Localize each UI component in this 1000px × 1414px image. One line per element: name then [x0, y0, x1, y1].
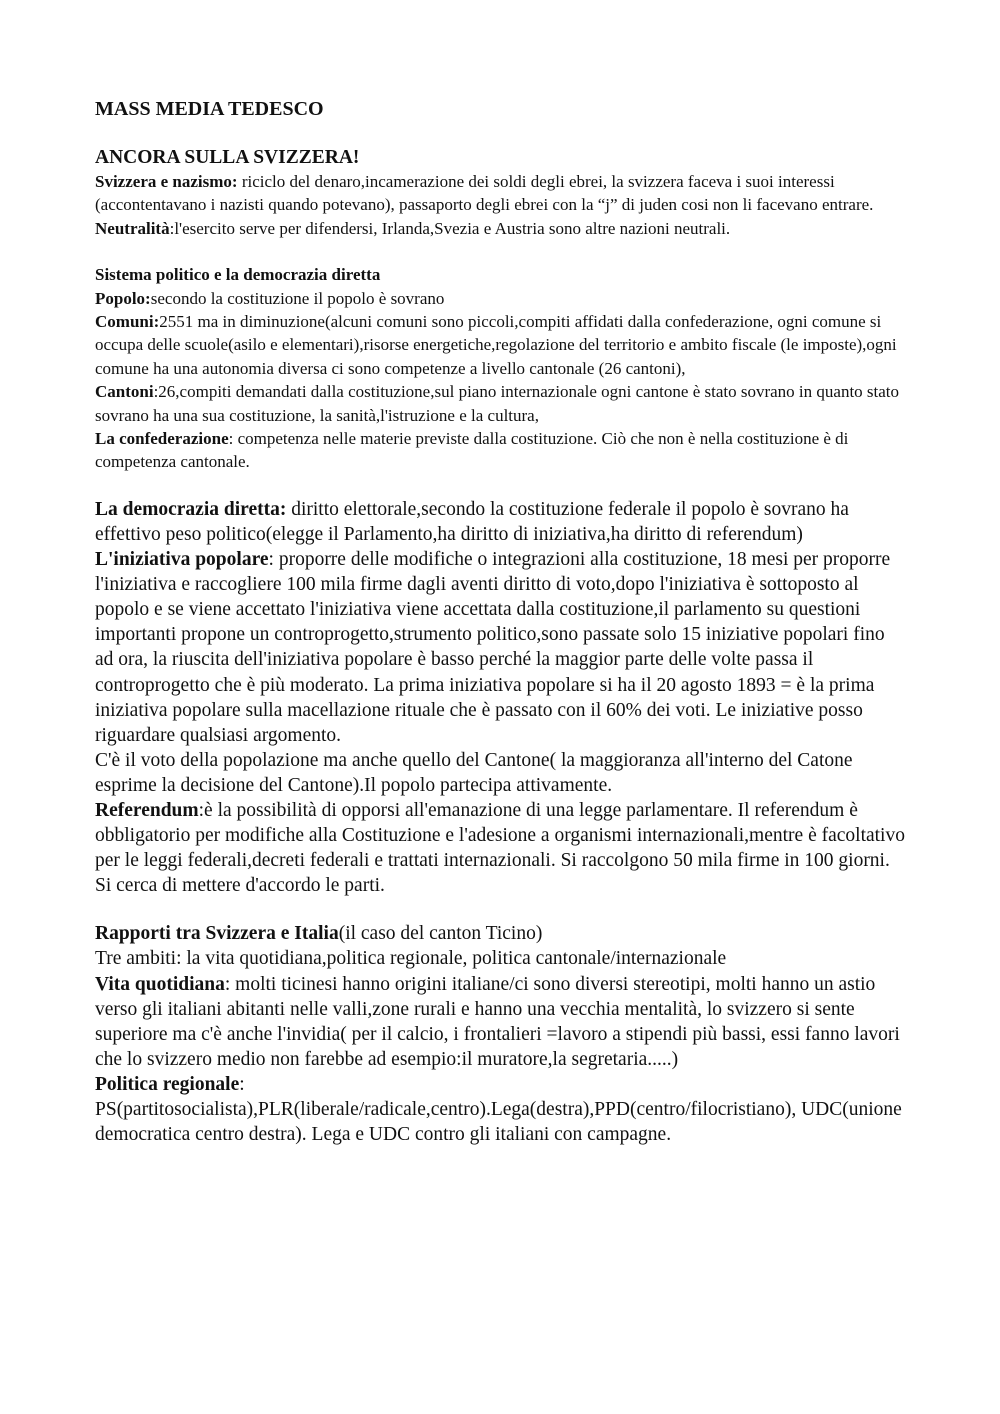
term-text: : competenza nelle materie previste dalla costituzione. Ciò che non è nella costituzione è di competenza cantonale. — [95, 429, 849, 472]
paragraph-cantoni — [95, 380, 905, 427]
paragraph-democrazia — [95, 497, 905, 547]
section-heading-sistema: Sistema politico e la democrazia diretta — [95, 265, 381, 285]
paragraph-iniziativa — [95, 547, 905, 748]
paragraph-neutralita — [95, 217, 905, 240]
paragraph-vita — [95, 972, 905, 1072]
term-label: Cantoni — [95, 382, 154, 402]
term-label: Politica regionale — [95, 1073, 240, 1095]
spacer — [95, 240, 905, 263]
paragraph-ambiti: Tre ambiti: la vita quotidiana,politica regionale, politica cantonale/internazionale — [95, 948, 727, 970]
term-text: diritto elettorale,secondo la costituzione federale il popolo è sovrano ha effettivo peso politico(elegge il Parlamento,ha diritto di iniziativa,ha diritto di referendum) — [95, 498, 849, 545]
term-text: riciclo del denaro,incamerazione dei soldi degli ebrei, la svizzera faceva i suoi interessi (accontentavano i nazisti quando potevano), passaporto degli ebrei con la “j” di juden cosi non li facevano entrare. — [95, 172, 874, 215]
paragraph-voto: C'è il voto della popolazione ma anche quello del Cantone( la maggioranza all'interno del Catone esprime la decisione del Cantone).Il popolo partecipa attivamente. — [95, 749, 853, 796]
term-text: (il caso del canton Ticino) — [338, 923, 543, 945]
term-text: 2551 ma in diminuzione(alcuni comuni sono piccoli,compiti affidati dalla confederazione, ogni comune si occupa delle scuole(asilo e elementari),risorse energetiche,regolazione del territorio e ambito fiscale (le imposte),ogni comune ha una autonomia diversa ci sono competenze a livello cantonale (26 cantoni), — [95, 312, 897, 378]
paragraph-partiti: PS(partitosocialista),PLR(liberale/radicale,centro).Lega(destra),PPD(centro/filocristiano), UDC(unione democratica centro destra). Lega e UDC contro gli italiani con campagne. — [95, 1099, 902, 1146]
term-text: : — [239, 1073, 245, 1095]
paragraph-politica-regionale — [95, 1072, 905, 1097]
term-label: La confederazione — [95, 429, 229, 449]
paragraph-nazismo — [95, 170, 905, 217]
term-text: : proporre delle modifiche o integrazioni alla costituzione, 18 mesi per proporre l'iniziativa e raccogliere 100 mila firme dagli aventi diritto di voto,dopo l'iniziativa è sottoposto al popolo e se viene accettato l'iniziativa viene accettata dalla costituzione,il parlamento su questioni importanti propone un controprogetto,strumento politico,sono passate solo 15 iniziative popolari fino ad ora, la riuscita dell'iniziativa popolare è basso perché la maggior parte delle volte passa il controprogetto che è più moderato. La prima iniziativa popolare si ha il 20 agosto 1893 = è la prima iniziativa popolare sulla macellazione rituale che è passato con il 60% dei voti. Le iniziative posso riguardare qualsiasi argomento. — [95, 549, 891, 746]
term-text: :è la possibilità di opporsi all'emanazione di una legge parlamentare. Il referendum è obbligatorio per modifiche alla Costituzione e l'adesione a organismi internazionali,mentre è facoltativo per le leggi federali,decreti federali e trattati internazionali. Si raccolgono 50 mila firme in 100 giorni. Si cerca di mettere d'accordo le parti. — [95, 800, 905, 897]
spacer — [95, 474, 905, 497]
paragraph-popolo — [95, 287, 905, 310]
term-label: La democrazia diretta: — [95, 498, 287, 520]
term-label: Vita quotidiana — [95, 973, 225, 995]
paragraph-rapporti — [95, 921, 905, 946]
term-text: secondo la costituzione il popolo è sovrano — [150, 288, 445, 308]
term-label: Popolo: — [95, 288, 151, 308]
paragraph-confederazione — [95, 427, 905, 474]
section-title: ANCORA SULLA SVIZZERA! — [95, 147, 360, 168]
spacer — [95, 122, 905, 146]
term-label: Rapporti tra Svizzera e Italia — [95, 923, 339, 945]
term-label: Comuni: — [95, 312, 160, 332]
paragraph-comuni — [95, 310, 905, 380]
paragraph-referendum — [95, 798, 905, 898]
term-label: Referendum — [95, 800, 199, 821]
spacer — [95, 898, 905, 921]
term-text: : molti ticinesi hanno origini italiane/ci sono diversi stereotipi, molti hanno un astio verso gli italiani abitanti nelle valli,zone rurali e hanno una vecchia mentalità, lo svizzero si sente superiore ma c'è anche l'invidia( per il calcio, i frontalieri =lavoro a stipendi più bassi, essi fanno lavori che lo svizzero medio non farebbe ad esempio:il muratore,la segretaria.....) — [95, 973, 900, 1070]
document-title: MASS MEDIA TEDESCO — [95, 98, 324, 120]
document-page — [95, 96, 905, 1147]
term-text: :l'esercito serve per difendersi, Irlanda,Svezia e Austria sono altre nazioni neutrali. — [169, 218, 731, 238]
term-label: L'iniziativa popolare — [95, 549, 269, 571]
term-text: :26,compiti demandati dalla costituzione,sul piano internazionale ogni cantone è stato sovrano in quanto stato sovrano ha una sua costituzione, la sanità,l'istruzione e la cultura, — [95, 382, 900, 425]
term-label: Svizzera e nazismo: — [95, 172, 238, 191]
term-label: Neutralità — [95, 218, 170, 238]
